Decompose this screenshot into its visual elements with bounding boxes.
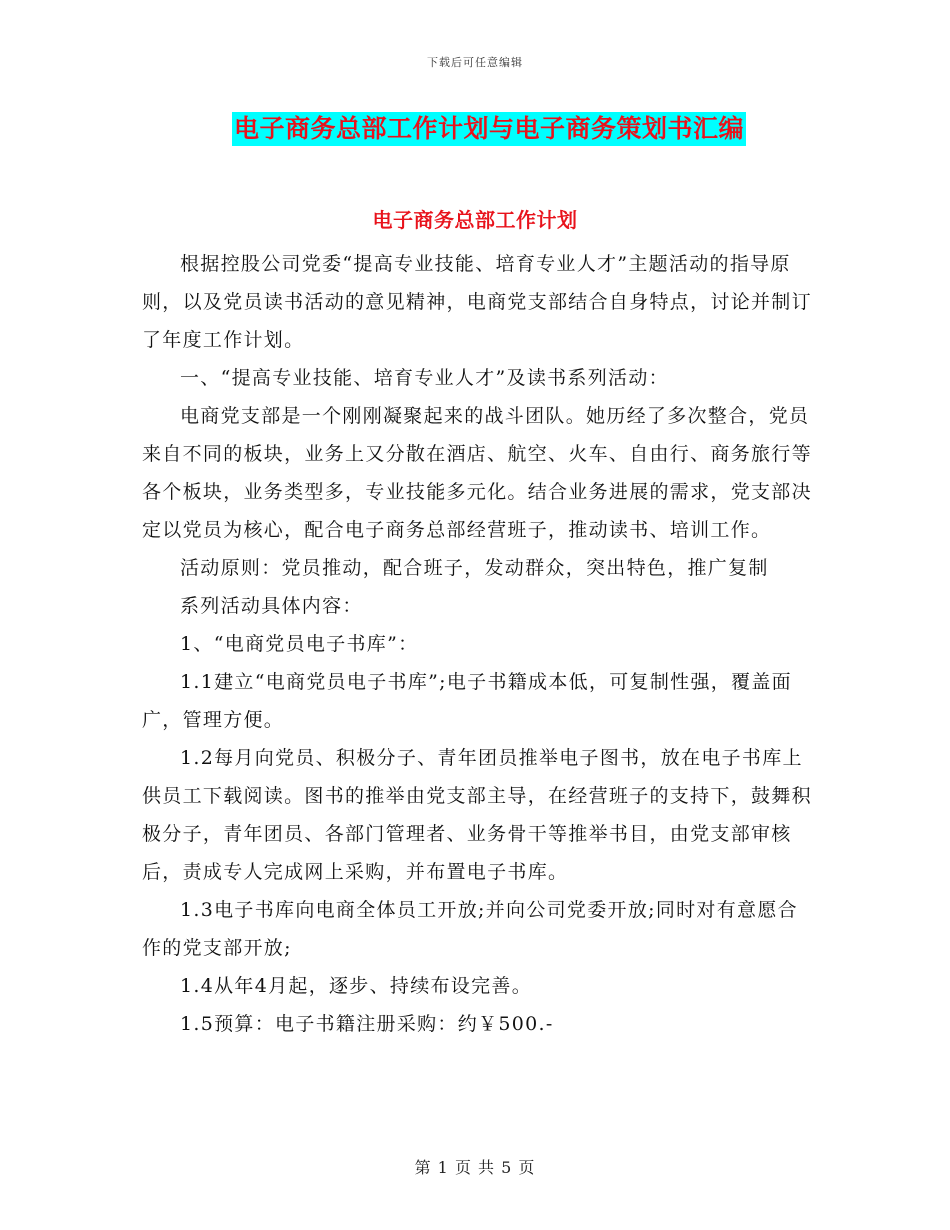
paragraph: 系列活动具体内容： <box>180 595 363 617</box>
paragraph: 1.1建立“电商党员电子书库”;电子书籍成本低，可复制性强，覆盖面广，管理方便。 <box>142 671 792 731</box>
paragraph: 1.3电子书库向电商全体员工开放;并向公司党委开放;同时对有意愿合作的党支部开放; <box>142 899 798 959</box>
document-title: 电子商务总部工作计划与电子商务策划书汇编 <box>232 112 746 146</box>
section-title: 电子商务总部工作计划 <box>372 208 578 232</box>
paragraph: 活动原则：党员推动，配合班子，发动群众，突出特色，推广复制 <box>180 557 769 579</box>
page-number: 第 1 页 共 5 页 <box>414 1158 536 1177</box>
paragraph: 1.4从年4月起，逐步、持续布设完善。 <box>180 975 533 997</box>
paragraph: 1.2每月向党员、积极分子、青年团员推举电子图书，放在电子书库上供员工下载阅读。图书的推举由党支部主导，在经营班子的支持下，鼓舞积极分子，青年团员、各部门管理者、业务骨干等推举书目，由党支部审核后，责成专人完成网上采购，并布置电子书库。 <box>142 747 812 883</box>
paragraph: 根据控股公司党委“提高专业技能、培育专业人才”主题活动的指导原则，以及党员读书活动的意见精神，电商党支部结合自身特点，讨论并制订了年度工作计划。 <box>142 253 812 351</box>
paragraph: 一、“提高专业技能、培育专业人才”及读书系列活动： <box>180 367 669 389</box>
paragraph: 1.5预算：电子书籍注册采购：约￥500.- <box>180 1013 554 1035</box>
header-note: 下载后可任意编辑 <box>427 56 523 69</box>
paragraph: 1、“电商党员电子书库”： <box>180 633 419 655</box>
document-body <box>142 245 812 1043</box>
paragraph: 电商党支部是一个刚刚凝聚起来的战斗团队。她历经了多次整合，党员来自不同的板块，业务上又分散在酒店、航空、火车、自由行、商务旅行等各个板块，业务类型多，专业技能多元化。结合业务进展的需求，党支部决定以党员为核心，配合电子商务总部经营班子，推动读书、培训工作。 <box>142 405 812 541</box>
